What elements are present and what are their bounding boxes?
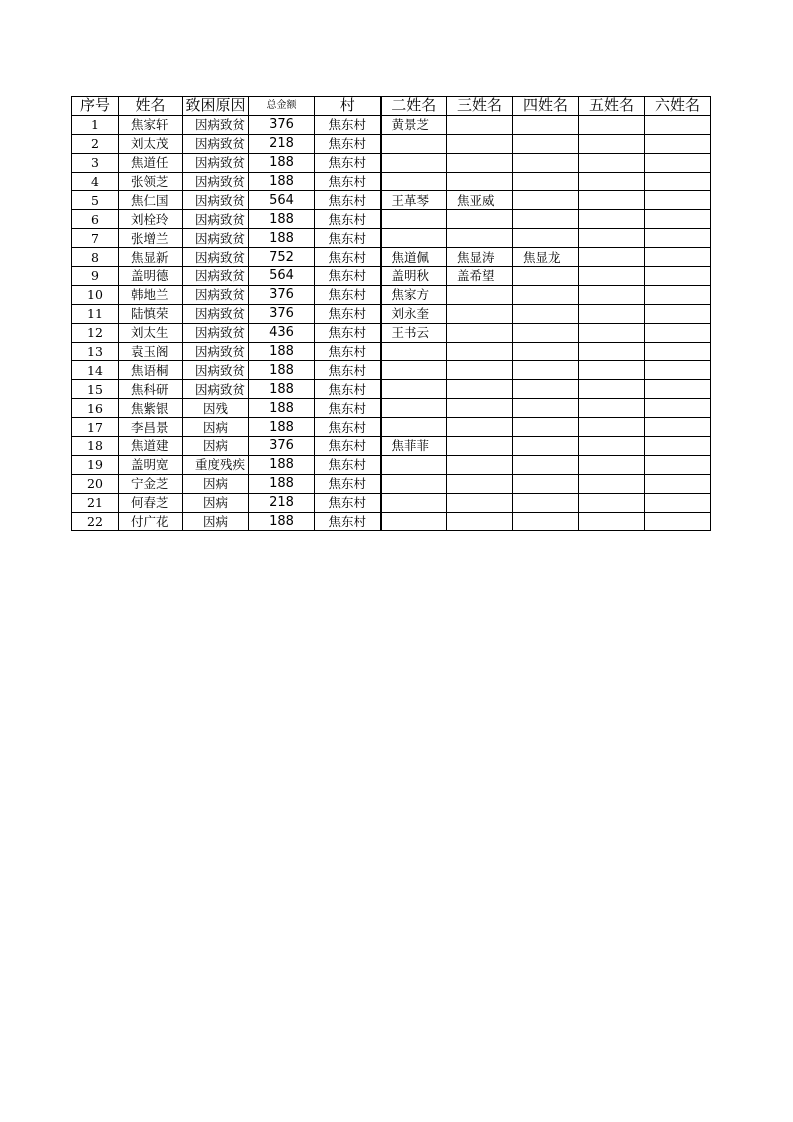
- cell-name3: [447, 437, 513, 456]
- cell-name3: [447, 512, 513, 531]
- cell-village: 焦东村: [315, 474, 381, 493]
- cell-name2: [381, 134, 447, 153]
- cell-name4: [513, 229, 579, 248]
- cell-name: 陆慎荣: [119, 304, 183, 323]
- cell-name2: [381, 153, 447, 172]
- cell-name6: [645, 342, 711, 361]
- cell-seq: 8: [72, 248, 119, 267]
- table-row: [72, 455, 711, 474]
- cell-name5: [579, 115, 645, 134]
- cell-amount: 188: [249, 399, 315, 418]
- cell-seq: 1: [72, 115, 119, 134]
- cell-seq: 7: [72, 229, 119, 248]
- table-row: [72, 191, 711, 210]
- cell-name: 李昌景: [119, 418, 183, 437]
- cell-reason: 因病致贫: [183, 229, 249, 248]
- cell-name5: [579, 493, 645, 512]
- cell-name2: 黄景芝: [381, 115, 447, 134]
- cell-name5: [579, 210, 645, 229]
- cell-name3: [447, 342, 513, 361]
- cell-name6: [645, 304, 711, 323]
- cell-name6: [645, 437, 711, 456]
- cell-reason: 因病致贫: [183, 153, 249, 172]
- cell-amount: 564: [249, 267, 315, 286]
- cell-village: 焦东村: [315, 134, 381, 153]
- cell-name2: [381, 172, 447, 191]
- header-name4: 四姓名: [513, 97, 579, 116]
- cell-village: 焦东村: [315, 380, 381, 399]
- table-row: [72, 285, 711, 304]
- cell-amount: 188: [249, 361, 315, 380]
- cell-amount: 376: [249, 437, 315, 456]
- cell-name: 焦家轩: [119, 115, 183, 134]
- cell-name6: [645, 455, 711, 474]
- cell-village: 焦东村: [315, 399, 381, 418]
- cell-name2: [381, 210, 447, 229]
- cell-village: 焦东村: [315, 323, 381, 342]
- cell-name5: [579, 342, 645, 361]
- cell-name4: [513, 418, 579, 437]
- cell-name4: [513, 380, 579, 399]
- cell-name3: [447, 172, 513, 191]
- header-name3: 三姓名: [447, 97, 513, 116]
- cell-name: 焦道建: [119, 437, 183, 456]
- cell-village: 焦东村: [315, 248, 381, 267]
- cell-reason: 重度残疾: [183, 455, 249, 474]
- cell-village: 焦东村: [315, 455, 381, 474]
- cell-name6: [645, 172, 711, 191]
- header-name5: 五姓名: [579, 97, 645, 116]
- cell-name: 盖明宽: [119, 455, 183, 474]
- cell-amount: 218: [249, 493, 315, 512]
- cell-reason: 因病致贫: [183, 285, 249, 304]
- cell-name2: 焦家方: [381, 285, 447, 304]
- cell-seq: 13: [72, 342, 119, 361]
- table-row: [72, 437, 711, 456]
- table-row: [72, 323, 711, 342]
- cell-name5: [579, 172, 645, 191]
- cell-name2: [381, 455, 447, 474]
- cell-village: 焦东村: [315, 342, 381, 361]
- cell-name: 付广花: [119, 512, 183, 531]
- cell-name: 刘太生: [119, 323, 183, 342]
- cell-village: 焦东村: [315, 304, 381, 323]
- cell-name5: [579, 380, 645, 399]
- table-body: [72, 115, 711, 531]
- cell-reason: 因病致贫: [183, 380, 249, 399]
- cell-name6: [645, 248, 711, 267]
- header-name6: 六姓名: [645, 97, 711, 116]
- cell-name6: [645, 285, 711, 304]
- cell-name3: [447, 304, 513, 323]
- cell-name4: [513, 399, 579, 418]
- cell-name4: [513, 455, 579, 474]
- cell-seq: 20: [72, 474, 119, 493]
- cell-village: 焦东村: [315, 172, 381, 191]
- cell-name4: [513, 285, 579, 304]
- cell-seq: 6: [72, 210, 119, 229]
- cell-name4: [513, 493, 579, 512]
- cell-amount: 564: [249, 191, 315, 210]
- cell-name2: 刘永奎: [381, 304, 447, 323]
- cell-name6: [645, 267, 711, 286]
- cell-name: 焦语桐: [119, 361, 183, 380]
- cell-name3: [447, 380, 513, 399]
- header-name: 姓名: [119, 97, 183, 116]
- cell-name3: [447, 493, 513, 512]
- cell-name2: [381, 380, 447, 399]
- cell-name6: [645, 380, 711, 399]
- cell-seq: 2: [72, 134, 119, 153]
- cell-village: 焦东村: [315, 229, 381, 248]
- cell-reason: 因病: [183, 437, 249, 456]
- cell-name3: [447, 361, 513, 380]
- cell-village: 焦东村: [315, 153, 381, 172]
- table-row: [72, 512, 711, 531]
- table-row: [72, 361, 711, 380]
- cell-amount: 218: [249, 134, 315, 153]
- cell-amount: 188: [249, 474, 315, 493]
- table-row: [72, 493, 711, 512]
- table-row: [72, 380, 711, 399]
- cell-name3: [447, 399, 513, 418]
- cell-name3: [447, 285, 513, 304]
- cell-name: 焦道任: [119, 153, 183, 172]
- cell-amount: 188: [249, 153, 315, 172]
- cell-amount: 376: [249, 304, 315, 323]
- cell-reason: 因病致贫: [183, 210, 249, 229]
- cell-amount: 376: [249, 285, 315, 304]
- table-row: [72, 115, 711, 134]
- cell-name4: [513, 267, 579, 286]
- cell-amount: 752: [249, 248, 315, 267]
- cell-name3: [447, 323, 513, 342]
- cell-seq: 10: [72, 285, 119, 304]
- header-amount: 总金额: [249, 97, 315, 116]
- header-name2: 二姓名: [381, 97, 447, 116]
- cell-reason: 因病致贫: [183, 248, 249, 267]
- cell-name: 袁玉阁: [119, 342, 183, 361]
- cell-name4: [513, 361, 579, 380]
- table-row: [72, 172, 711, 191]
- cell-amount: 376: [249, 115, 315, 134]
- cell-name3: [447, 418, 513, 437]
- cell-name4: [513, 474, 579, 493]
- cell-name3: 焦显涛: [447, 248, 513, 267]
- cell-seq: 21: [72, 493, 119, 512]
- cell-seq: 5: [72, 191, 119, 210]
- cell-seq: 11: [72, 304, 119, 323]
- cell-name6: [645, 153, 711, 172]
- cell-name2: 王革琴: [381, 191, 447, 210]
- cell-reason: 因病: [183, 474, 249, 493]
- cell-name6: [645, 115, 711, 134]
- cell-name4: [513, 191, 579, 210]
- cell-name2: 焦道佩: [381, 248, 447, 267]
- cell-reason: 因病致贫: [183, 134, 249, 153]
- cell-name: 宁金芝: [119, 474, 183, 493]
- cell-name4: [513, 323, 579, 342]
- table-row: [72, 418, 711, 437]
- cell-name5: [579, 455, 645, 474]
- cell-seq: 16: [72, 399, 119, 418]
- table-row: [72, 153, 711, 172]
- cell-name2: [381, 361, 447, 380]
- table-row: [72, 399, 711, 418]
- cell-seq: 22: [72, 512, 119, 531]
- cell-name2: [381, 229, 447, 248]
- cell-name5: [579, 191, 645, 210]
- cell-reason: 因病: [183, 493, 249, 512]
- cell-name5: [579, 399, 645, 418]
- cell-name: 刘栓玲: [119, 210, 183, 229]
- cell-seq: 18: [72, 437, 119, 456]
- cell-amount: 188: [249, 380, 315, 399]
- cell-name: 焦仁国: [119, 191, 183, 210]
- cell-name2: [381, 474, 447, 493]
- cell-name4: [513, 134, 579, 153]
- cell-village: 焦东村: [315, 493, 381, 512]
- cell-name2: [381, 512, 447, 531]
- cell-name5: [579, 134, 645, 153]
- header-village: 村: [315, 97, 381, 116]
- table-row: [72, 248, 711, 267]
- cell-name: 何春芝: [119, 493, 183, 512]
- cell-name6: [645, 418, 711, 437]
- cell-seq: 14: [72, 361, 119, 380]
- spreadsheet-table: [71, 96, 711, 531]
- cell-village: 焦东村: [315, 191, 381, 210]
- header-reason: 致困原因: [183, 97, 249, 116]
- cell-seq: 15: [72, 380, 119, 399]
- cell-name4: [513, 342, 579, 361]
- cell-name3: [447, 153, 513, 172]
- cell-name3: [447, 134, 513, 153]
- cell-village: 焦东村: [315, 267, 381, 286]
- cell-name5: [579, 474, 645, 493]
- cell-name5: [579, 267, 645, 286]
- header-row: [72, 97, 711, 116]
- cell-name3: [447, 210, 513, 229]
- cell-name4: [513, 115, 579, 134]
- cell-seq: 19: [72, 455, 119, 474]
- cell-name5: [579, 248, 645, 267]
- cell-amount: 188: [249, 172, 315, 191]
- cell-seq: 4: [72, 172, 119, 191]
- cell-name: 盖明德: [119, 267, 183, 286]
- cell-name5: [579, 361, 645, 380]
- cell-amount: 188: [249, 455, 315, 474]
- cell-name5: [579, 285, 645, 304]
- cell-name2: [381, 418, 447, 437]
- cell-name3: [447, 115, 513, 134]
- cell-name2: 盖明秋: [381, 267, 447, 286]
- cell-name6: [645, 191, 711, 210]
- cell-village: 焦东村: [315, 512, 381, 531]
- cell-reason: 因病致贫: [183, 115, 249, 134]
- cell-village: 焦东村: [315, 210, 381, 229]
- cell-name6: [645, 512, 711, 531]
- table-row: [72, 304, 711, 323]
- cell-name: 张增兰: [119, 229, 183, 248]
- header-seq: 序号: [72, 97, 119, 116]
- cell-name6: [645, 134, 711, 153]
- table-row: [72, 210, 711, 229]
- cell-name4: [513, 210, 579, 229]
- cell-name4: [513, 512, 579, 531]
- cell-reason: 因病致贫: [183, 172, 249, 191]
- cell-name2: 王书云: [381, 323, 447, 342]
- cell-amount: 188: [249, 210, 315, 229]
- cell-name6: [645, 229, 711, 248]
- cell-name5: [579, 229, 645, 248]
- cell-seq: 9: [72, 267, 119, 286]
- cell-village: 焦东村: [315, 285, 381, 304]
- cell-amount: 436: [249, 323, 315, 342]
- cell-name5: [579, 153, 645, 172]
- cell-name4: [513, 437, 579, 456]
- cell-reason: 因病致贫: [183, 323, 249, 342]
- cell-name2: [381, 399, 447, 418]
- cell-reason: 因病致贫: [183, 191, 249, 210]
- cell-name3: [447, 455, 513, 474]
- cell-name: 韩地兰: [119, 285, 183, 304]
- cell-seq: 12: [72, 323, 119, 342]
- cell-name6: [645, 493, 711, 512]
- cell-name3: [447, 229, 513, 248]
- cell-name6: [645, 474, 711, 493]
- table-row: [72, 474, 711, 493]
- cell-name: 刘太茂: [119, 134, 183, 153]
- cell-name3: [447, 474, 513, 493]
- cell-reason: 因病: [183, 512, 249, 531]
- cell-name2: [381, 493, 447, 512]
- cell-name3: 焦亚威: [447, 191, 513, 210]
- cell-village: 焦东村: [315, 437, 381, 456]
- cell-village: 焦东村: [315, 418, 381, 437]
- table-row: [72, 229, 711, 248]
- cell-name6: [645, 399, 711, 418]
- cell-name4: 焦显龙: [513, 248, 579, 267]
- cell-name6: [645, 323, 711, 342]
- cell-village: 焦东村: [315, 115, 381, 134]
- cell-name2: [381, 342, 447, 361]
- cell-name4: [513, 304, 579, 323]
- cell-name5: [579, 304, 645, 323]
- cell-name3: 盖希望: [447, 267, 513, 286]
- cell-amount: 188: [249, 512, 315, 531]
- cell-reason: 因病致贫: [183, 342, 249, 361]
- cell-name: 焦科研: [119, 380, 183, 399]
- table-row: [72, 267, 711, 286]
- cell-reason: 因残: [183, 399, 249, 418]
- cell-reason: 因病致贫: [183, 304, 249, 323]
- cell-name5: [579, 418, 645, 437]
- cell-name4: [513, 172, 579, 191]
- cell-name5: [579, 323, 645, 342]
- cell-amount: 188: [249, 229, 315, 248]
- cell-reason: 因病: [183, 418, 249, 437]
- cell-reason: 因病致贫: [183, 361, 249, 380]
- cell-reason: 因病致贫: [183, 267, 249, 286]
- cell-name6: [645, 210, 711, 229]
- table-row: [72, 134, 711, 153]
- cell-name6: [645, 361, 711, 380]
- cell-seq: 3: [72, 153, 119, 172]
- cell-amount: 188: [249, 342, 315, 361]
- cell-name5: [579, 437, 645, 456]
- cell-name4: [513, 153, 579, 172]
- cell-village: 焦东村: [315, 361, 381, 380]
- cell-name2: 焦菲菲: [381, 437, 447, 456]
- cell-amount: 188: [249, 418, 315, 437]
- cell-name: 张领芝: [119, 172, 183, 191]
- cell-seq: 17: [72, 418, 119, 437]
- cell-name: 焦显新: [119, 248, 183, 267]
- cell-name5: [579, 512, 645, 531]
- table-row: [72, 342, 711, 361]
- cell-name: 焦紫银: [119, 399, 183, 418]
